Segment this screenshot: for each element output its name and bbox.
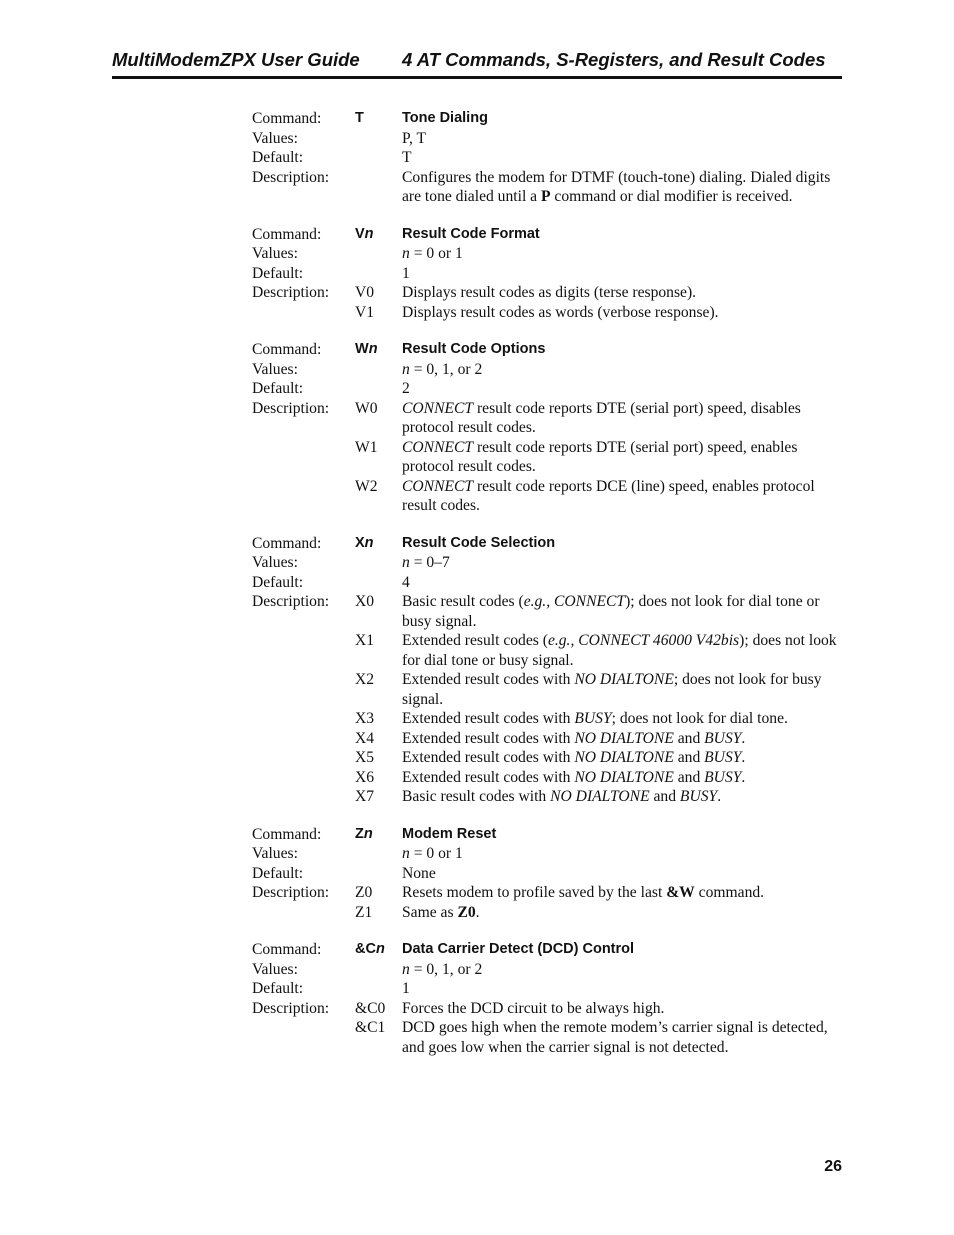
command-letter: &C [355, 941, 376, 957]
command-name [355, 225, 400, 245]
page-number: 26 [824, 1158, 842, 1175]
description-row [252, 999, 847, 1019]
description-text [402, 748, 847, 768]
text-run: Basic result codes ( [402, 593, 524, 610]
command-row [252, 825, 847, 845]
command-parameter: n [364, 225, 374, 242]
field-label-default: Default: [252, 573, 304, 591]
text-run: Configures the modem for DTMF (touch-tone) dialing. Dialed digits are tone dialed until a [402, 168, 831, 205]
text-run: Extended result codes with [402, 671, 575, 688]
default-row [252, 864, 847, 884]
description-row [252, 168, 847, 207]
command-row [252, 534, 847, 554]
description-text [402, 768, 847, 788]
text-run: Extended result codes with [402, 729, 575, 747]
text-run: P, T [402, 129, 426, 147]
option-code: V1 [355, 303, 375, 321]
command-title: Result Code Options [402, 341, 546, 357]
option-code: X6 [355, 768, 375, 786]
option-code: Z0 [355, 884, 373, 901]
description-row [252, 709, 847, 729]
text-run: NO DIALTONE [574, 671, 674, 688]
default-row [252, 979, 847, 999]
text-run: Displays result codes as words (verbose response). [402, 303, 719, 321]
command-title: Tone Dialing [402, 110, 488, 126]
text-run: NO DIALTONE [574, 749, 674, 766]
field-label-default: Default: [252, 380, 304, 397]
text-run: CONNECT [402, 477, 474, 495]
text-run: n [402, 845, 410, 862]
text-run: e.g., CONNECT 46000 V42bis [547, 632, 740, 649]
option-code: W1 [355, 438, 378, 456]
description-text [402, 999, 847, 1019]
values-row [252, 844, 847, 864]
text-run: . [741, 749, 746, 766]
page-header [112, 48, 842, 79]
command-entry [252, 109, 847, 207]
text-run: Extended result codes with [402, 710, 575, 727]
text-run: Same as [402, 903, 458, 921]
default-value: 2 [402, 380, 410, 397]
command-row [252, 940, 847, 960]
description-text [402, 903, 847, 923]
command-name [355, 825, 400, 845]
text-run: and [673, 729, 705, 747]
text-run: Z0 [457, 903, 476, 921]
field-label-values: Values: [252, 129, 298, 147]
text-run: ; does not look for dial tone. [611, 710, 788, 727]
text-run: P [541, 188, 551, 205]
command-reference [252, 109, 847, 1075]
command-entry [252, 340, 847, 516]
text-run: and [673, 749, 705, 766]
description-row [252, 631, 847, 670]
command-entry [252, 940, 847, 1057]
text-run: &W [666, 884, 695, 901]
text-run: = 0–7 [409, 554, 450, 571]
text-run: BUSY [704, 768, 742, 786]
default-row [252, 573, 847, 593]
field-label-values: Values: [252, 554, 298, 571]
values-row [252, 960, 847, 980]
text-run: CONNECT [402, 399, 474, 417]
text-run: Resets modem to profile saved by the last [402, 884, 667, 901]
description-text [402, 283, 847, 303]
command-letter: X [355, 534, 365, 551]
command-entry [252, 225, 847, 323]
field-label-command: Command: [252, 110, 322, 127]
description-text [402, 303, 847, 323]
text-run: and [649, 788, 680, 805]
description-text [402, 438, 847, 477]
values-text [402, 960, 847, 980]
description-text [402, 168, 847, 207]
values-row [252, 553, 847, 573]
field-label-default: Default: [252, 864, 304, 882]
command-parameter: n [375, 941, 385, 957]
field-label-command: Command: [252, 225, 322, 243]
values-text [402, 844, 847, 864]
text-run: e.g., CONNECT [523, 593, 626, 610]
description-row [252, 670, 847, 709]
text-run: result code reports DCE (line) speed, enables protocol result codes. [402, 477, 815, 514]
command-letter: T [355, 110, 364, 126]
field-label-default: Default: [252, 149, 304, 166]
command-row [252, 225, 847, 245]
description-text [402, 883, 847, 903]
text-run: = 0, 1, or 2 [409, 960, 483, 978]
description-row [252, 748, 847, 768]
field-label-values: Values: [252, 360, 298, 378]
text-run: DCD goes high when the remote modem’s carrier signal is detected, and goes low when the carrier signal is not detected. [402, 1019, 828, 1056]
command-parameter: n [364, 534, 374, 551]
command-name [355, 109, 400, 129]
field-label-values: Values: [252, 960, 298, 978]
command-title: Result Code Selection [402, 534, 556, 551]
description-row [252, 729, 847, 749]
default-value: None [402, 864, 436, 882]
description-text [402, 787, 847, 807]
text-run: = 0 or 1 [409, 845, 463, 862]
option-code: X3 [355, 710, 375, 727]
field-label-description: Description: [252, 884, 330, 901]
field-label-command: Command: [252, 825, 322, 843]
text-run: . [741, 768, 746, 786]
field-label-description: Description: [252, 284, 330, 301]
command-title: Data Carrier Detect (DCD) Control [402, 941, 635, 957]
description-text [402, 592, 847, 631]
text-run: n [402, 360, 410, 378]
option-code: X7 [355, 788, 375, 805]
text-run: and [673, 768, 705, 786]
command-parameter: n [363, 825, 373, 842]
field-label-default: Default: [252, 980, 304, 997]
values-text [402, 129, 847, 149]
text-run: command or dial modifier is received. [550, 188, 793, 205]
option-code: W0 [355, 399, 378, 417]
option-code: &C0 [355, 999, 386, 1017]
option-code: W2 [355, 477, 378, 495]
description-row [252, 283, 847, 303]
description-row [252, 883, 847, 903]
command-title: Modem Reset [402, 825, 497, 842]
text-run: n [402, 960, 410, 978]
text-run: Extended result codes with [402, 768, 575, 786]
description-row [252, 592, 847, 631]
text-run: Forces the DCD circuit to be always high. [402, 999, 665, 1017]
values-row [252, 244, 847, 264]
command-title: Result Code Format [402, 225, 540, 242]
command-name [355, 940, 400, 960]
text-run: = 0 or 1 [409, 245, 463, 262]
default-value: T [402, 149, 412, 166]
text-run: = 0, 1, or 2 [409, 360, 483, 378]
description-text [402, 1018, 847, 1057]
command-entry [252, 534, 847, 807]
option-code: X4 [355, 729, 375, 747]
option-code: X2 [355, 671, 375, 688]
description-text [402, 670, 847, 709]
text-run: n [402, 245, 410, 262]
text-run: Extended result codes with [402, 749, 575, 766]
text-run: Extended result codes ( [402, 632, 548, 649]
text-run: ); does not look for dial tone or busy signal. [402, 632, 837, 669]
field-label-description: Description: [252, 999, 330, 1017]
description-text [402, 399, 847, 438]
default-value: 1 [402, 264, 410, 282]
description-text [402, 631, 847, 670]
text-run: Basic result codes with [402, 788, 551, 805]
field-label-command: Command: [252, 341, 322, 358]
text-run: NO DIALTONE [574, 768, 674, 786]
text-run: . [475, 903, 480, 921]
text-run: . [717, 788, 722, 805]
values-text [402, 360, 847, 380]
command-letter: V [355, 225, 365, 242]
text-run: Displays result codes as digits (terse response). [402, 284, 697, 301]
field-label-description: Description: [252, 399, 330, 417]
text-run: ); does not look for dial tone or busy signal. [402, 593, 820, 630]
default-value: 1 [402, 980, 410, 997]
values-text [402, 553, 847, 573]
text-run: command. [694, 884, 765, 901]
text-run: BUSY [574, 710, 612, 727]
description-row [252, 477, 847, 516]
field-label-values: Values: [252, 845, 298, 862]
field-label-default: Default: [252, 264, 304, 282]
command-parameter: n [368, 341, 378, 357]
field-label-description: Description: [252, 168, 330, 186]
text-run: result code reports DTE (serial port) speed, disables protocol result codes. [402, 399, 801, 436]
field-label-command: Command: [252, 941, 322, 958]
option-code: Z1 [355, 903, 373, 921]
description-row [252, 438, 847, 477]
text-run: CONNECT [402, 438, 474, 456]
description-row [252, 303, 847, 323]
field-label-command: Command: [252, 534, 322, 552]
command-letter: Z [355, 825, 364, 842]
description-row [252, 399, 847, 438]
field-label-values: Values: [252, 245, 298, 262]
values-row [252, 360, 847, 380]
description-text [402, 709, 847, 729]
guide-title: MultiModemZPX User Guide [112, 49, 360, 70]
text-run: BUSY [679, 788, 718, 805]
text-run: BUSY [704, 749, 742, 766]
description-text [402, 477, 847, 516]
command-row [252, 340, 847, 360]
text-run: . [741, 729, 746, 747]
default-row [252, 148, 847, 168]
option-code: X0 [355, 593, 375, 610]
default-value: 4 [402, 573, 410, 591]
option-code: X5 [355, 749, 375, 766]
command-entry [252, 825, 847, 923]
command-row [252, 109, 847, 129]
command-name [355, 340, 400, 360]
text-run: n [402, 554, 410, 571]
command-letter: W [355, 341, 369, 357]
text-run: ; does not look for busy signal. [402, 671, 822, 708]
description-row [252, 1018, 847, 1057]
option-code: &C1 [355, 1019, 386, 1036]
command-name [355, 534, 400, 554]
chapter-title: 4 AT Commands, S-Registers, and Result Codes [402, 49, 826, 70]
option-code: V0 [355, 284, 375, 301]
values-row [252, 129, 847, 149]
field-label-description: Description: [252, 593, 330, 610]
description-row [252, 903, 847, 923]
values-text [402, 244, 847, 264]
description-row [252, 787, 847, 807]
text-run: NO DIALTONE [550, 788, 650, 805]
default-row [252, 264, 847, 284]
description-text [402, 729, 847, 749]
option-code: X1 [355, 632, 375, 649]
text-run: NO DIALTONE [574, 729, 674, 747]
text-run: BUSY [704, 729, 742, 747]
text-run: result code reports DTE (serial port) speed, enables protocol result codes. [402, 438, 798, 475]
description-row [252, 768, 847, 788]
default-row [252, 379, 847, 399]
